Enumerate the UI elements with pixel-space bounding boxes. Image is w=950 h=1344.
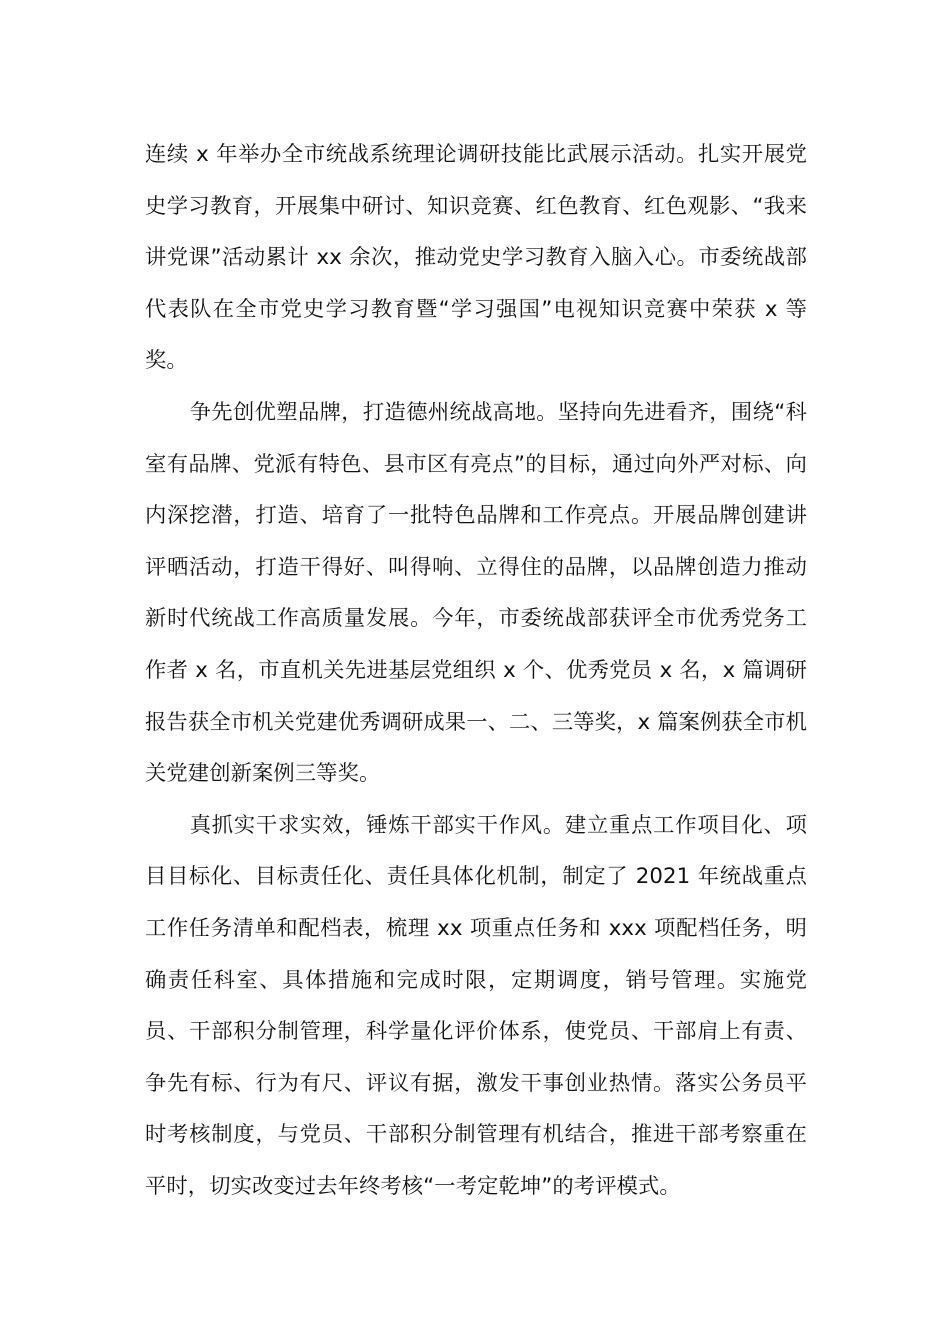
paragraph-brand: 争先创优塑品牌，打造德州统战高地。坚持向先进看齐，围绕“科室有品牌、党派有特色、县市区有亮点”的目标，通过向外严对标、向内深挖潜，打造、培育了一批特色品牌和工作亮点。开展品牌创建讲评晒活动，打造干得好、叫得响、立得住的品牌，以品牌创造力推动新时代统战工作高质量发展。今年，市委统战部获评全市优秀党务工作者 x 名，市直机关先进基层党组织 x 个、优秀党员 x 名，x 篇调研报告获全市机关党建优秀调研成果一、二、三等奖，x 篇案例获全市机关党建创新案例三等奖。	[145, 399, 807, 787]
paragraph-work-style: 真抓实干求实效，锤炼干部实干作风。建立重点工作项目化、项目目标化、目标责任化、责任具体化机制，制定了 2021 年统战重点工作任务清单和配档表，梳理 xx 项重点任务和 xxx 项配档任务，明确责任科室、具体措施和完成时限，定期调度，销号管理。实施党员、干部积分制管理，科学量化评价体系，使党员、干部肩上有责、争先有标、行为有尺、评议有据，激发干事创业热情。落实公务员平时考核制度，与党员、干部积分制管理有机结合，推进干部考察重在平时，切实改变过去年终考核“一考定乾坤”的考评模式。	[145, 812, 807, 1199]
document-body	[145, 129, 807, 1212]
paragraph-continued: 连续 x 年举办全市统战系统理论调研技能比武展示活动。扎实开展党史学习教育，开展集中研讨、知识竞赛、红色教育、红色观影、“我来讲党课”活动累计 xx 余次，推动党史学习教育入脑入心。市委统战部代表队在全市党史学习教育暨“学习强国”电视知识竞赛中荣获 x 等奖。	[145, 142, 807, 374]
